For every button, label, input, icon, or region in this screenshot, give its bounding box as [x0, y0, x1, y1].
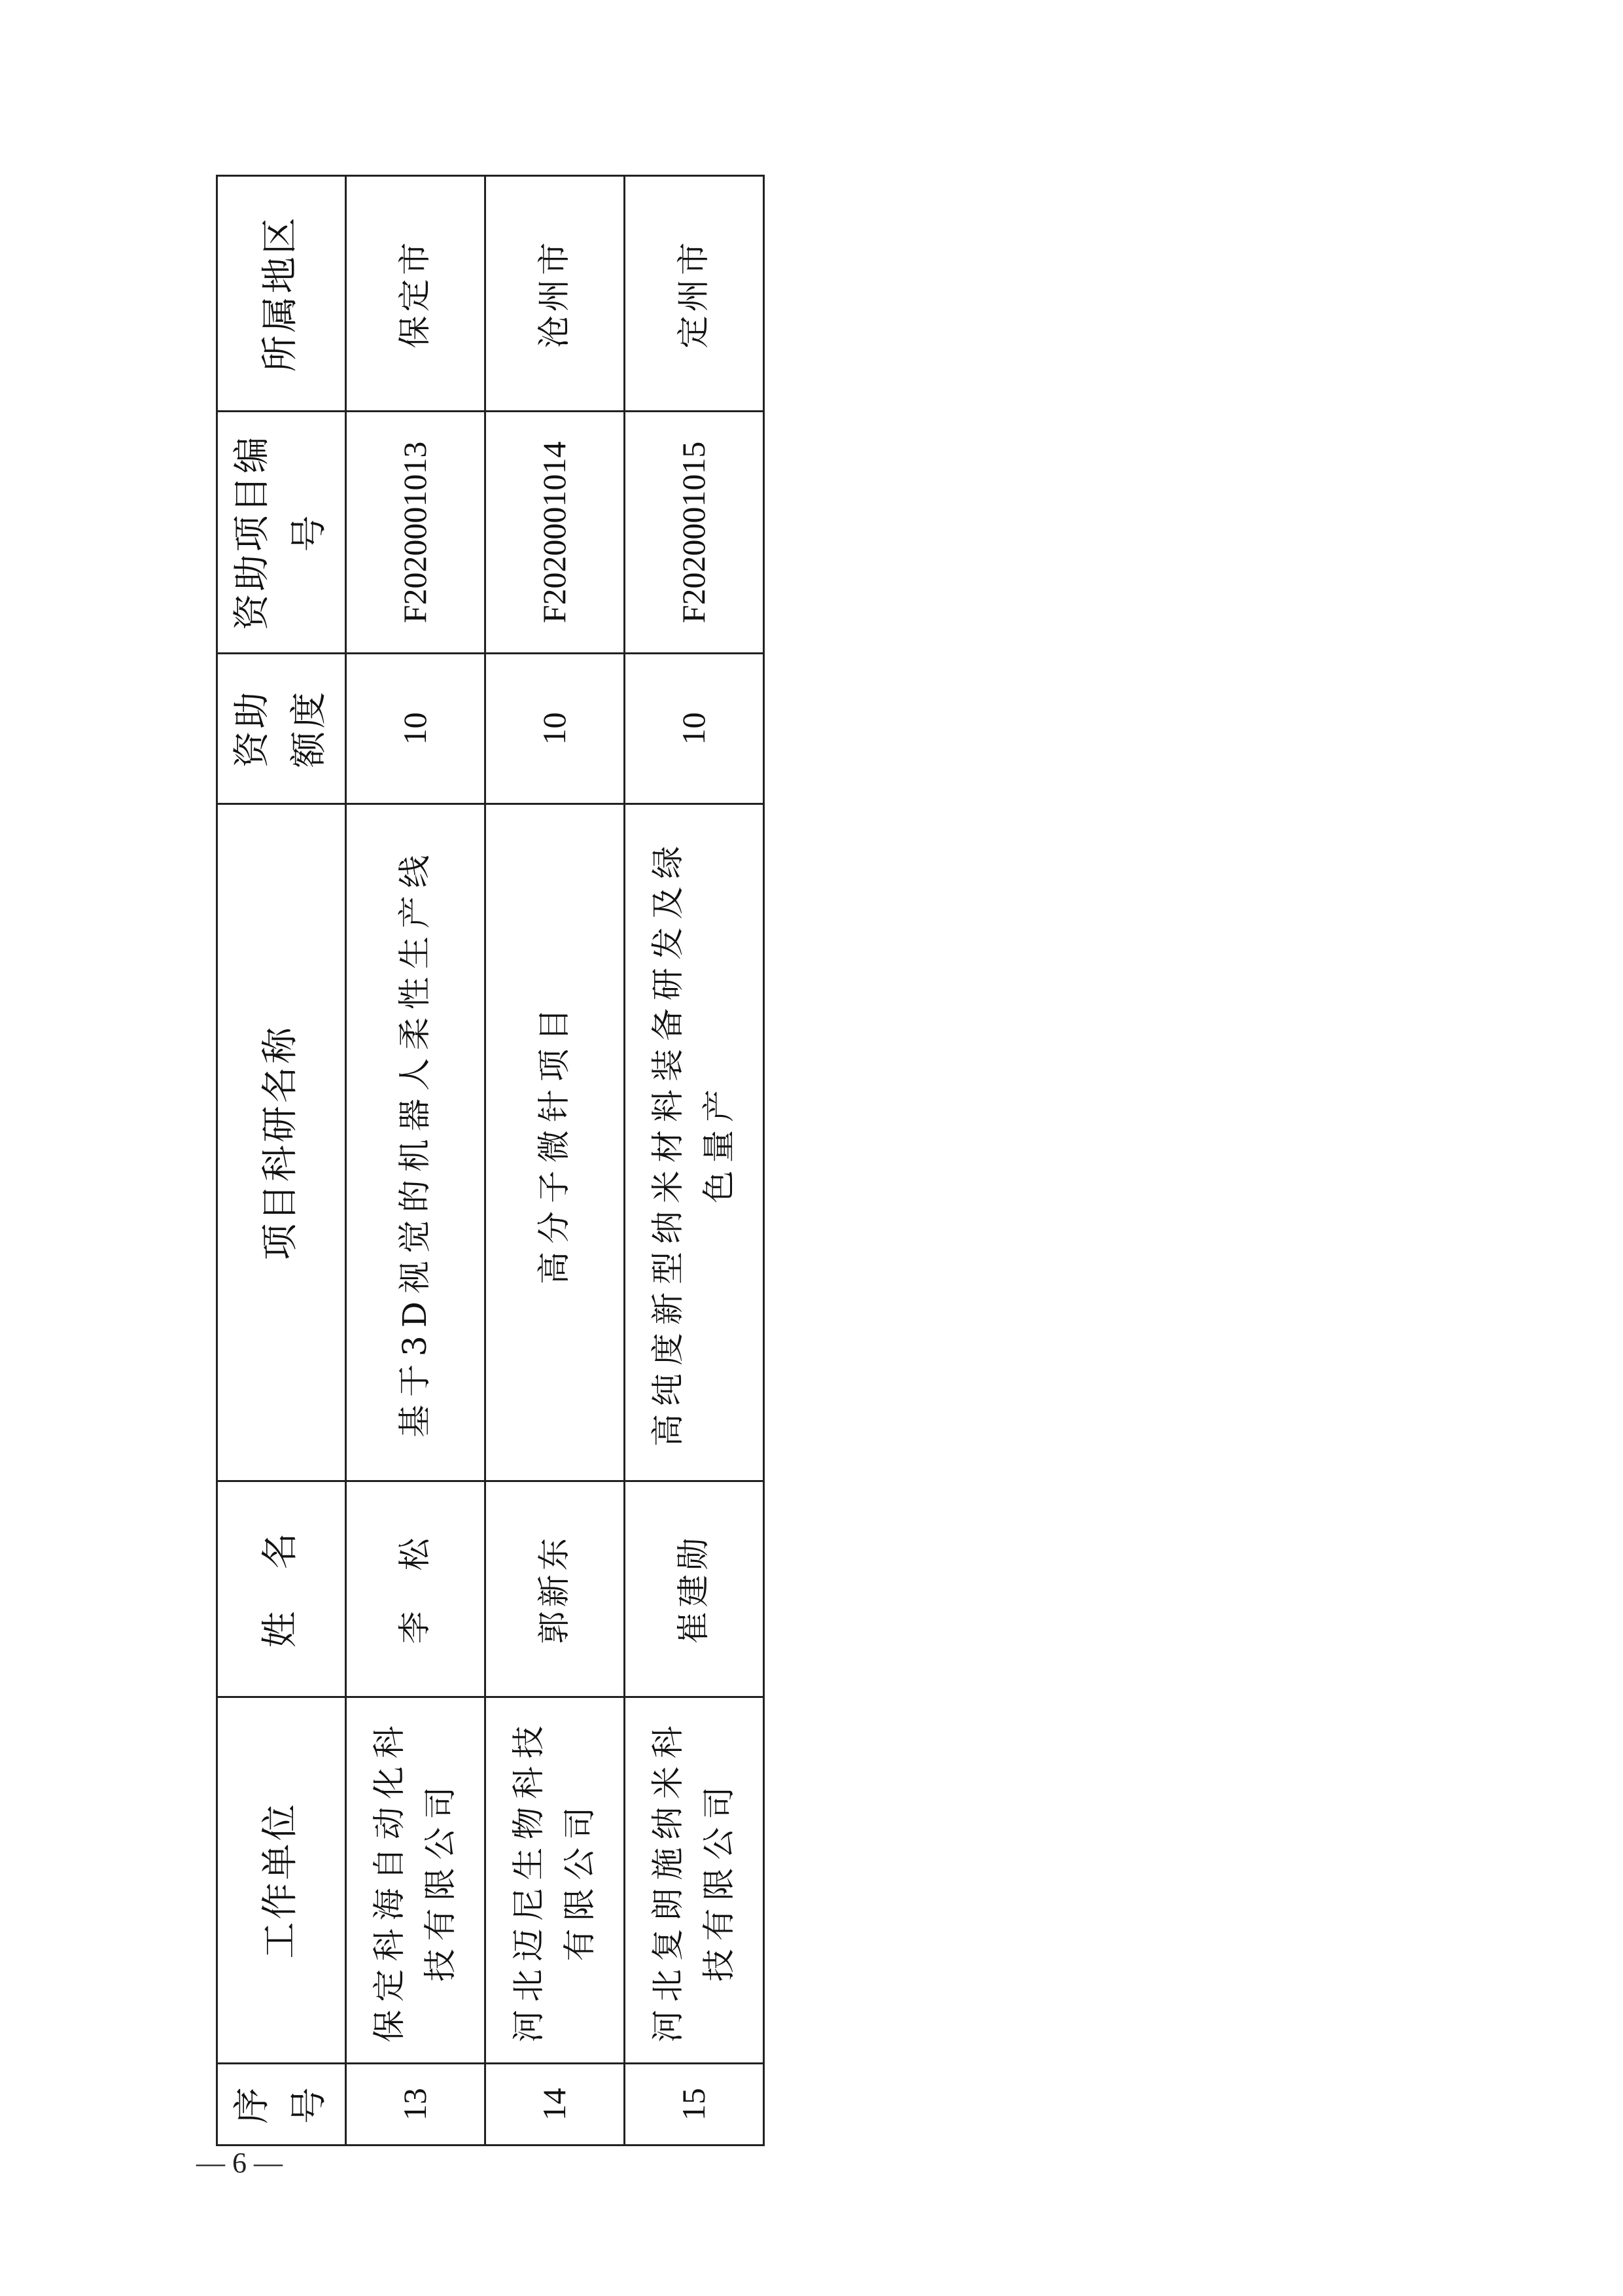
- cell-project: 基于3D视觉的机器人柔性生产线: [345, 804, 485, 1481]
- header-region: 所属地区: [217, 176, 346, 412]
- cell-code: F2020001015: [624, 412, 763, 654]
- header-amount: 资助额度: [217, 654, 346, 804]
- table-row: [624, 176, 763, 2146]
- table-row: [345, 176, 485, 2146]
- table-header-row: [217, 176, 346, 2146]
- header-name: 姓 名: [217, 1481, 346, 1697]
- cell-org: 保定科海自动化科技有限公司: [345, 1697, 485, 2064]
- cell-amount: 10: [624, 654, 763, 804]
- cell-project: 高纯度新型纳米材料装备研发及绿色量产: [624, 804, 763, 1481]
- rotated-table-wrapper: [216, 177, 739, 2146]
- header-code: 资助项目编 号: [217, 412, 346, 654]
- header-seq: 序号: [217, 2064, 346, 2146]
- cell-amount: 10: [345, 654, 485, 804]
- cell-seq: 13: [345, 2064, 485, 2146]
- funding-table: [216, 175, 765, 2146]
- cell-code: F2020001014: [485, 412, 624, 654]
- cell-name: 郭新东: [485, 1481, 624, 1697]
- cell-region: 沧州市: [485, 176, 624, 412]
- cell-name: 李 松: [345, 1481, 485, 1697]
- cell-project: 高分子微针项目: [485, 804, 624, 1481]
- cell-seq: 14: [485, 2064, 624, 2146]
- page-number: — 6 —: [196, 2147, 283, 2179]
- cell-amount: 10: [485, 654, 624, 804]
- table-row: [485, 176, 624, 2146]
- cell-code: F2020001013: [345, 412, 485, 654]
- header-project: 项目科研名称: [217, 804, 346, 1481]
- cell-org: 河北复朗施纳米科技有限公司: [624, 1697, 763, 2064]
- header-org: 工作单位: [217, 1697, 346, 2064]
- cell-org: 河北迈尼生物科技有限公司: [485, 1697, 624, 2064]
- cell-seq: 15: [624, 2064, 763, 2146]
- cell-name: 崔建勋: [624, 1481, 763, 1697]
- cell-region: 定州市: [624, 176, 763, 412]
- cell-region: 保定市: [345, 176, 485, 412]
